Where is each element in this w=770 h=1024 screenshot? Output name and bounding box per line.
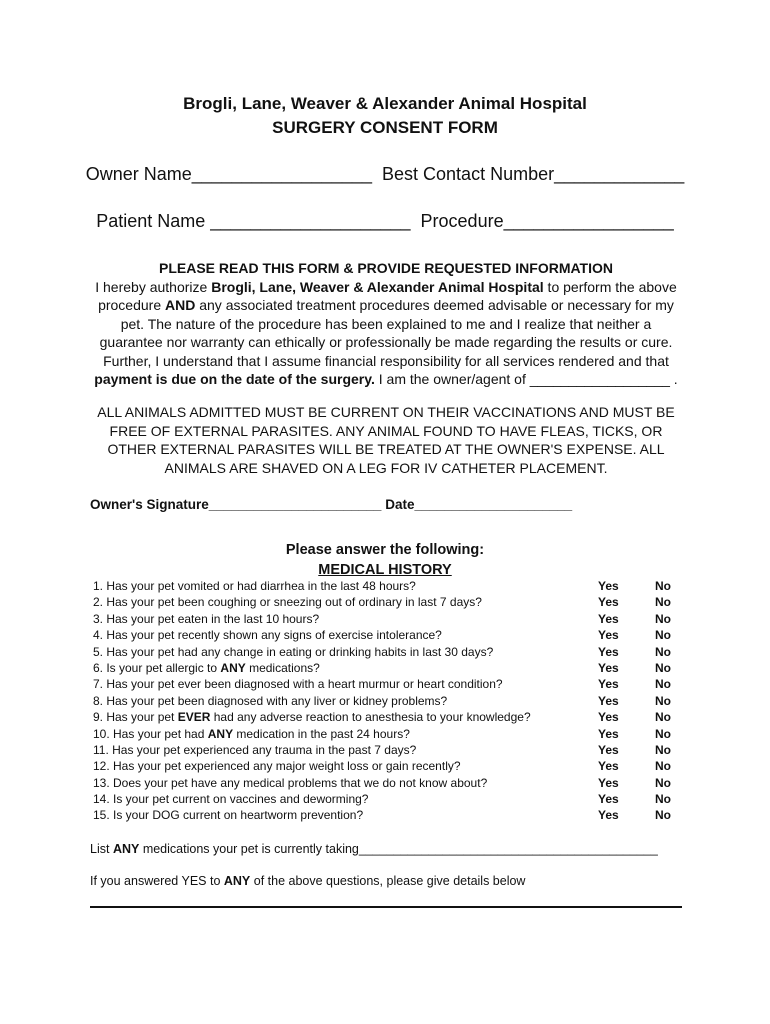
- owner-contact-row: [0, 164, 770, 185]
- consent-line: Further, I understand that I assume financial responsibility for all services rendered and that: [103, 352, 669, 369]
- yes-option[interactable]: Yes: [598, 792, 619, 807]
- question-row: [93, 627, 683, 643]
- question-row: [93, 726, 683, 742]
- yes-option[interactable]: Yes: [598, 579, 619, 593]
- parasite-notice: [86, 403, 686, 477]
- no-option[interactable]: No: [655, 628, 671, 643]
- answer-prompt: Please answer the following:: [285, 542, 485, 558]
- yes-option[interactable]: Yes: [598, 710, 619, 725]
- question-text: 6. Is your pet allergic to ANY medications?: [93, 660, 320, 675]
- patient-procedure-row: [0, 211, 770, 232]
- question-row: [93, 693, 683, 709]
- owner-name-field[interactable]: Owner Name__________________: [85, 164, 372, 184]
- question-row: [93, 742, 683, 758]
- no-option[interactable]: No: [655, 792, 671, 807]
- no-option[interactable]: No: [655, 710, 671, 725]
- yes-option[interactable]: Yes: [598, 644, 619, 659]
- consent-line: procedure AND any associated treatment procedures deemed advisable or necessary for my: [98, 297, 674, 313]
- no-option[interactable]: No: [655, 742, 671, 757]
- yes-option[interactable]: Yes: [598, 660, 619, 675]
- no-option[interactable]: No: [655, 759, 671, 774]
- yes-option[interactable]: Yes: [598, 595, 619, 610]
- question-text: 2. Has your pet been coughing or sneezing out of ordinary in last 7 days?: [93, 595, 482, 610]
- consent-line: payment is due on the date of the surgery. I am the owner/agent of __________________ .: [94, 371, 678, 387]
- notice-line: ANIMALS ARE SHAVED ON A LEG FOR IV CATHETER PLACEMENT.: [164, 459, 608, 476]
- signature-row: [90, 497, 572, 512]
- yes-option[interactable]: Yes: [598, 759, 619, 774]
- form-title: SURGERY CONSENT FORM: [272, 118, 498, 137]
- no-option[interactable]: No: [655, 693, 671, 708]
- question-text: 4. Has your pet recently shown any signs of exercise intolerance?: [93, 628, 442, 643]
- question-row: [93, 594, 683, 610]
- details-prompt: If you answered YES to ANY of the above questions, please give details below: [90, 874, 526, 888]
- medical-history-header: [0, 540, 770, 580]
- question-text: 7. Has your pet ever been diagnosed with a heart murmur or heart condition?: [93, 677, 503, 692]
- question-text: 1. Has your pet vomited or had diarrhea in the last 48 hours?: [93, 579, 416, 593]
- hospital-name: Brogli, Lane, Weaver & Alexander Animal Hospital: [183, 94, 587, 113]
- medications-line[interactable]: List ANY medications your pet is currently taking___________________________________________: [90, 842, 658, 856]
- yes-option[interactable]: Yes: [598, 611, 619, 626]
- patient-name-field[interactable]: Patient Name ____________________: [96, 211, 411, 231]
- notice-line: FREE OF EXTERNAL PARASITES. ANY ANIMAL FOUND TO HAVE FLEAS, TICKS, OR: [109, 422, 663, 439]
- question-row: [93, 807, 683, 823]
- procedure-field[interactable]: Procedure_________________: [420, 211, 674, 231]
- no-option[interactable]: No: [655, 677, 671, 692]
- no-option[interactable]: No: [655, 808, 671, 823]
- no-option[interactable]: No: [655, 775, 671, 790]
- no-option[interactable]: No: [655, 595, 671, 610]
- no-option[interactable]: No: [655, 660, 671, 675]
- question-row: [93, 758, 683, 774]
- notice-line: OTHER EXTERNAL PARASITES WILL BE TREATED AT THE OWNER'S EXPENSE. ALL: [107, 441, 665, 457]
- question-text: 14. Is your pet current on vaccines and deworming?: [93, 792, 369, 807]
- no-option[interactable]: No: [655, 644, 671, 659]
- yes-option[interactable]: Yes: [598, 726, 619, 741]
- question-row: [93, 611, 683, 627]
- consent-line: pet. The nature of the procedure has been explained to me and I realize that neither a: [120, 315, 652, 332]
- owner-agent-field[interactable]: I am the owner/agent of __________________ .: [374, 371, 678, 387]
- question-row: [93, 660, 683, 676]
- date-field[interactable]: Date_____________________: [385, 497, 573, 512]
- question-text: 5. Has your pet had any change in eating or drinking habits in last 30 days?: [93, 644, 494, 659]
- no-option[interactable]: No: [655, 611, 671, 626]
- consent-line: I hereby authorize Brogli, Lane, Weaver & Alexander Animal Hospital to perform the above: [95, 278, 677, 295]
- question-text: 15. Is your DOG current on heartworm prevention?: [93, 808, 364, 823]
- yes-option[interactable]: Yes: [598, 775, 619, 790]
- question-row: [93, 578, 683, 594]
- yes-option[interactable]: Yes: [598, 742, 619, 757]
- medical-history-heading: MEDICAL HISTORY: [318, 562, 452, 578]
- yes-option[interactable]: Yes: [598, 808, 619, 823]
- best-contact-number-field[interactable]: Best Contact Number_____________: [382, 164, 685, 184]
- question-text: 3. Has your pet eaten in the last 10 hours?: [93, 611, 320, 626]
- question-row: [93, 791, 683, 807]
- consent-paragraph: [86, 259, 686, 389]
- question-text: 12. Has your pet experienced any major weight loss or gain recently?: [93, 759, 461, 774]
- consent-line: guarantee nor warranty can ethically or professionally be made regarding the results or cure.: [99, 334, 673, 350]
- yes-option[interactable]: Yes: [598, 628, 619, 643]
- form-header: [0, 92, 770, 140]
- medical-history-list: [93, 578, 683, 824]
- question-row: [93, 775, 683, 791]
- yes-option[interactable]: Yes: [598, 693, 619, 708]
- question-row: [93, 709, 683, 725]
- question-text: 8. Has your pet been diagnosed with any liver or kidney problems?: [93, 693, 448, 708]
- no-option[interactable]: No: [655, 579, 671, 593]
- question-text: 9. Has your pet EVER had any adverse reaction to anesthesia to your knowledge?: [93, 710, 531, 725]
- details-answer-line[interactable]: [90, 906, 682, 908]
- question-text: 10. Has your pet had ANY medication in the past 24 hours?: [93, 726, 410, 741]
- yes-option[interactable]: Yes: [598, 677, 619, 692]
- question-row: [93, 644, 683, 660]
- question-text: 11. Has your pet experienced any trauma in the past 7 days?: [93, 742, 417, 757]
- notice-line: ALL ANIMALS ADMITTED MUST BE CURRENT ON THEIR VACCINATIONS AND MUST BE: [97, 404, 675, 420]
- question-row: [93, 676, 683, 692]
- question-text: 13. Does your pet have any medical problems that we do not know about?: [93, 775, 488, 790]
- no-option[interactable]: No: [655, 726, 671, 741]
- consent-heading: PLEASE READ THIS FORM & PROVIDE REQUESTED INFORMATION: [159, 260, 613, 276]
- owner-signature-field[interactable]: Owner's Signature_______________________: [90, 497, 382, 512]
